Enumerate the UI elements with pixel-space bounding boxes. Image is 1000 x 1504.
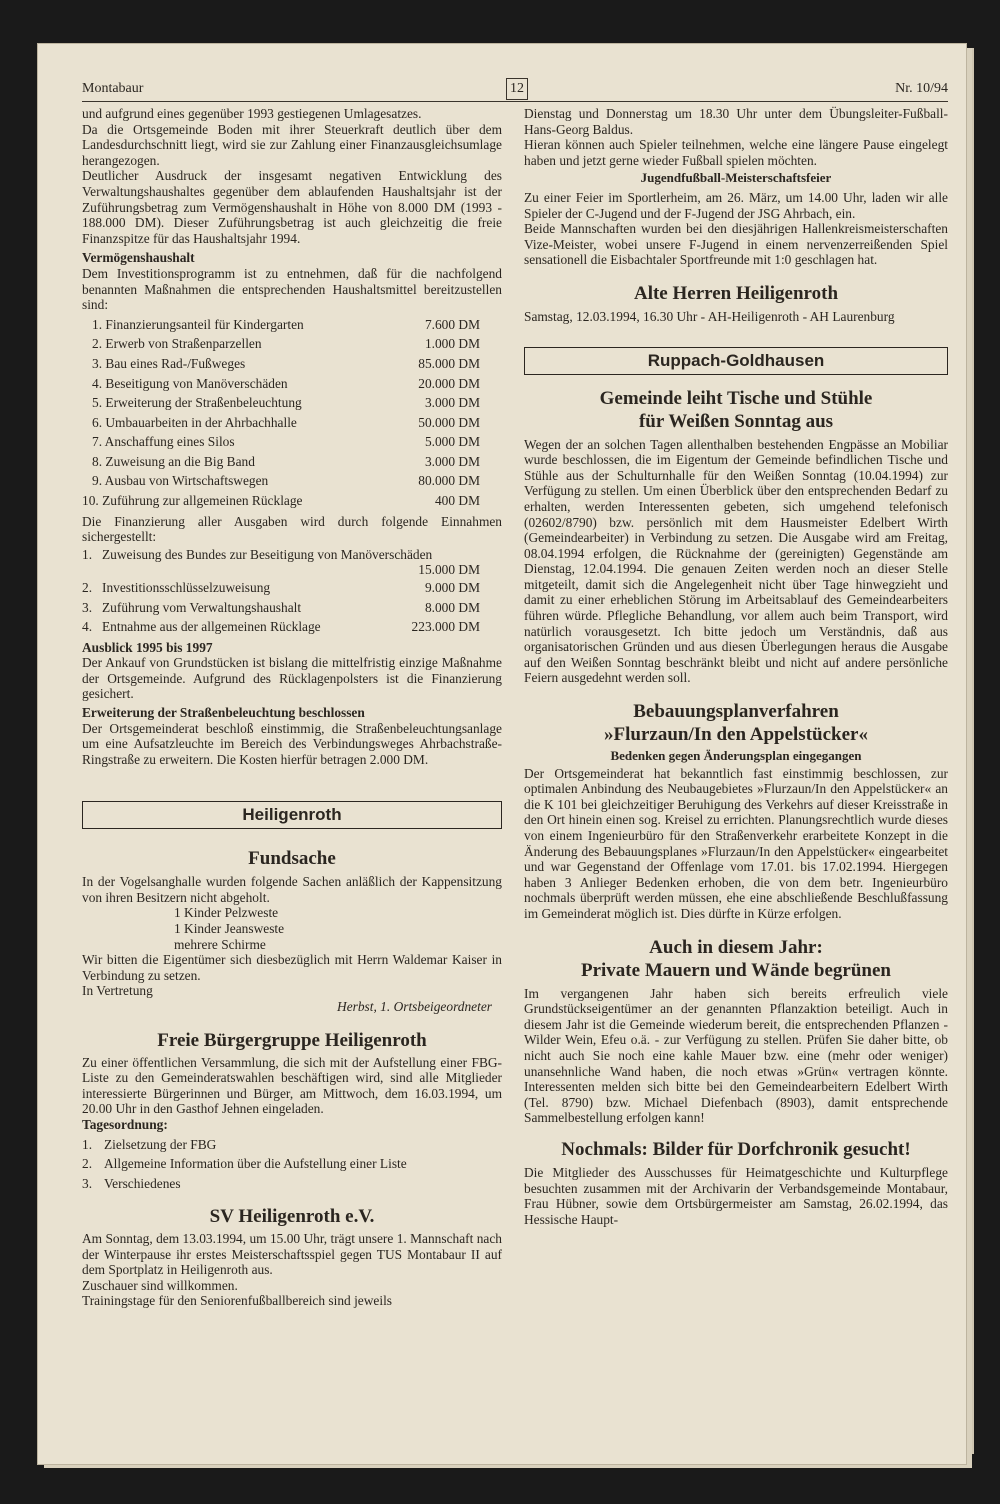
headline-tische: Gemeinde leiht Tische und Stühle	[599, 387, 873, 409]
list-item: 1. Finanzierungsanteil für Kindergarten 7.600 DM	[92, 316, 480, 332]
list-item-amount: 15.000 DM	[418, 562, 480, 578]
found-item: 1 Kinder Jeansweste	[174, 921, 285, 937]
list-item: 9. Ausbau von Wirtschaftswegen 80.000 DM	[92, 473, 480, 489]
paragraph: Die Mitglieder des Ausschusses für Heimatgeschichte und Kulturpflege besuchten zusammen mit der Archivarin der Verbandsgemeinde Montabaur, Frau Hübner, sowie dem Ortsbürgermeister am Samstag, 26.02.1994, das Hessische Haupt-	[524, 1164, 948, 1227]
headline-auch-in-diesem-jahr: Auch in diesem Jahr:	[649, 936, 823, 958]
list-item: 3. Bau eines Rad-/Fußweges 85.000 DM	[92, 355, 480, 371]
headline-sv-heiligenroth: SV Heiligenroth e.V.	[209, 1206, 375, 1228]
paragraph: Wegen der an solchen Tagen allenthalben bestehenden Engpässe an Mobiliar wurde beschlossen, die im Eigentum der Gemeinde befindlichen Tische und Stühle aus der Schulturnhalle für den Weißen Sonntag (10.04.1994) zur Verfügung zu stellen. Um einen Überblick über den entsprechenden Bedarf zu erhalten, werden Interessenten gebeten, sich umgehend telefonisch (02602/8790) bzw. persönlich mit dem Hausmeister Edelbert Wirth (Gemeindearbeiter) in Verbindung zu setzen. Die Ausgabe wird am Freitag, 08.04.1994 erfolgen, die Rücknahme der (gereinigten) Gegenstände am Dienstag, 12.04.1994. Die genauen Zeiten werden noch an dieser Stelle mitgeteilt, damit sich die Angelegenheit nicht über Tage hinwegzieht und damit zu einer erheblichen Störung im Arbeitsablauf des Gemeindearbeiters führen würde. Pflegliche Behandlung, vor allem auch beim Transport, wird natürlich vorausgesetzt. Ich bitte jedoch um Verständnis, daß aus organisatorischen Gründen und aus diesen Überlegungen heraus die Ausgabe auf den Weißen Sonntag beschränkt bleibt und nicht auf andere persönliche Feiern ausgedehnt werden soll.	[524, 436, 948, 686]
headline-fbg: Freie Bürgergruppe Heiligenroth	[157, 1029, 427, 1051]
paragraph: Wir bitten die Eigentümer sich diesbezüglich mit Herrn Waldemar Kaiser in Verbindung zu setzen.	[82, 952, 502, 983]
list-item: 8. Zuweisung an die Big Band 3.000 DM	[92, 453, 480, 469]
agenda-list	[82, 1135, 502, 1194]
list-item: 3. Verschiedenes	[82, 1175, 181, 1191]
header-rule	[82, 101, 948, 102]
list-item: 2. Allgemeine Information über die Aufstellung einer Liste	[82, 1156, 407, 1172]
paragraph: Da die Ortsgemeinde Boden mit ihrer Steuerkraft deutlich über dem Landesdurchschnitt liegt, wird sie zur Zahlung einer Finanzausgleichsumlage herangezogen.	[82, 121, 502, 168]
subheading-ausblick: Ausblick 1995 bis 1997	[82, 639, 213, 655]
subheading-bedenken: Bedenken gegen Änderungsplan eingegangen	[610, 748, 862, 764]
found-item: mehrere Schirme	[174, 936, 266, 952]
header-page-number: 12	[506, 78, 528, 100]
headline-bebauungsplan: Bebauungsplanverfahren	[633, 701, 839, 723]
paragraph: Zu einer Feier im Sportlerheim, am 26. März, um 14.00 Uhr, laden wir alle Spieler der C-Jugend und der F-Jugend der JSG Ahrbach, ein.	[524, 189, 948, 221]
headline-alte-herren: Alte Herren Heiligenroth	[633, 282, 839, 304]
headline-mauern-begruenen: Private Mauern und Wände begrünen	[580, 959, 891, 981]
headline-tische-line2: für Weißen Sonntag aus	[638, 410, 834, 432]
subheading-vermoegenshaushalt: Vermögenshaushalt	[82, 250, 195, 266]
headline-dorfchronik: Nochmals: Bilder für Dorfchronik gesucht!	[561, 1138, 911, 1160]
list-item: 4. Entnahme aus der allgemeinen Rücklage 223.000 DM	[82, 619, 480, 635]
page-header	[82, 78, 948, 102]
list-item: 2. Investitionsschlüsselzuweisung 9.000 DM	[82, 580, 480, 596]
measures-list	[82, 315, 502, 511]
left-column	[82, 106, 502, 1309]
list-item: 2. Erwerb von Straßenparzellen 1.000 DM	[92, 336, 480, 352]
list-item: 5. Erweiterung der Straßenbeleuchtung 3.000 DM	[92, 395, 480, 411]
headline-fundsache: Fundsache	[248, 848, 336, 870]
page-edge	[966, 48, 974, 1454]
paragraph: Zu einer öffentlichen Versammlung, die sich mit der Aufstellung einer FBG-Liste zu den Gemeinderatswahlen beschäftigen wird, sind alle Mitglieder interessierte Bürgerinnen und Bürger, am Mittwoch, dem 16.03.1994, um 20.00 Uhr in den Gasthof Jehnen eingeladen.	[82, 1054, 502, 1117]
paragraph: Im vergangenen Jahr haben sich bereits erfreulich viele Grundstückseigentümer an der genannten Pflanzaktion beteiligt. Auch in diesem Jahr ist die Gemeinde wiederum bereit, die entsprechenden Pflanzen - Wilder Wein, Efeu o.ä. - zur Verfügung zu stellen. Prüfen Sie daher bitte, ob nicht auch Sie noch eine kahle Mauer bzw. eine (mehr oder weniger) unansehnliche Wand haben, die noch etwas »Grün« vertragen könnte. Interessenten melden sich bitte bei den Gemeindearbeitern Edelbert Wirth (Tel. 8790) bzw. Michael Diefenbach (8903), damit entsprechende Sammelbestellung erfolgen kann!	[524, 985, 948, 1126]
list-item: 1. Zielsetzung der FBG	[82, 1136, 217, 1152]
paragraph: Trainingstage für den Seniorenfußballbereich sind jeweils	[82, 1293, 393, 1309]
signature: Herbst, 1. Ortsbeigeordneter	[337, 999, 492, 1015]
list-item: 6. Umbauarbeiten in der Ahrbachhalle 50.000 DM	[92, 414, 480, 430]
paragraph: Der Ortsgemeinderat hat bekanntlich fast einstimmig beschlossen, zur optimalen Anbindung des Neubaugebietes »Flurzaun/In den Appelstücker« an die K 101 bei gleichzeitiger Beruhigung des Verkehrs auf dieser Kreisstraße in den Ort hinein einen sog. Kreisel zu errichten. Planungsrechtlich wurde dieses von einem Ingenieurbüro für den Straßenverkehr erarbeitete Konzept in die Änderung des Bebauungsplanes »Flurzaun/In den Appelstücker« eingearbeitet und war Gegenstand der Offenlage vom 17.01. bis 17.02.1994. Hiergegen haben 3 Anlieger Bedenken erhoben, die von dem betr. Ingenieurbüro nochmals überprüft werden müssen, ehe eine abschließende Beschlußfassung im Gemeinderat möglich ist. Dies dürfte in Kürze erfolgen.	[524, 765, 948, 921]
list-item: 10. Zuführung zur allgemeinen Rücklage 400 DM	[82, 493, 480, 509]
paragraph: Zuschauer sind willkommen.	[82, 1277, 238, 1293]
found-item: 1 Kinder Pelzweste	[174, 905, 279, 921]
paragraph: Beide Mannschaften wurden bei den diesjährigen Hallenkreismeisterschaften Vize-Meister, wobei unsere F-Jugend in einem nervenzerreißenden Spiel sensationell die Eisbachtaler Sportfreunde mit 1:0 geschlagen hat.	[524, 221, 948, 268]
paragraph: In Vertretung	[82, 983, 153, 999]
paragraph: Dienstag und Donnerstag um 18.30 Uhr unter dem Übungsleiter-Fußball-Hans-Georg Baldus.	[524, 106, 948, 137]
paragraph: Deutlicher Ausdruck der insgesamt negativen Entwicklung des Verwaltungshaushaltes gegenüber dem ablaufenden Haushaltsjahr ist der Zuführungsbetrag zum Vermögenshaushalt in Höhe von 8.000 DM (1993 - 188.000 DM). Dieser Zuführungsbetrag ist auch gleichzeitig die freie Finanzspitze für das Haushaltsjahr 1994.	[82, 168, 502, 246]
list-item: 7. Anschaffung eines Silos 5.000 DM	[92, 434, 480, 450]
paragraph: Am Sonntag, dem 13.03.1994, um 15.00 Uhr, trägt unsere 1. Mannschaft nach der Winterpause ihr erstes Meisterschaftsspiel gegen TUS Montabaur II auf dem Sportplatz in Heiligenroth aus.	[82, 1231, 502, 1278]
subheading-jugendfussball: Jugendfußball-Meisterschaftsfeier	[640, 170, 832, 186]
funding-list	[82, 547, 502, 637]
paragraph: Samstag, 12.03.1994, 16.30 Uhr - AH-Heiligenroth - AH Laurenburg	[524, 308, 895, 324]
paragraph: In der Vogelsanghalle wurden folgende Sachen anläßlich der Kappensitzung von ihren Besitzern nicht abgeholt.	[82, 874, 502, 905]
paragraph: Die Finanzierung aller Ausgaben wird durch folgende Einnahmen sichergestellt:	[82, 513, 502, 545]
header-issue: Nr. 10/94	[895, 81, 948, 96]
section-box-heiligenroth: Heiligenroth	[82, 801, 502, 829]
section-box-ruppach-goldhausen: Ruppach-Goldhausen	[524, 347, 948, 375]
paragraph: Hieran können auch Spieler teilnehmen, welche eine längere Pause eingelegt haben und jetzt gerne wieder Fußball spielen möchten.	[524, 137, 948, 168]
newspaper-page	[38, 44, 966, 1464]
paragraph: Dem Investitionsprogramm ist zu entnehmen, daß für die nachfolgend benannten Maßnahmen die entsprechenden Haushaltsmittel bereitzustellen sind:	[82, 265, 502, 313]
header-town: Montabaur	[82, 81, 144, 96]
list-item: 4. Beseitigung von Manöverschäden 20.000 DM	[92, 375, 480, 391]
list-item: 3. Zuführung vom Verwaltungshaushalt 8.000 DM	[82, 599, 480, 615]
paragraph: Der Ortsgemeinderat beschloß einstimmig, die Straßenbeleuchtungsanlage um eine Aufsatzleuchte im Bereich des Verbindungsweges Ahrbachstraße-Ringstraße zu erweitern. Die Kosten hierfür betragen 2.000 DM.	[82, 720, 502, 767]
paragraph: und aufgrund eines gegenüber 1993 gestiegenen Umlagesatzes.	[82, 106, 422, 121]
subheading-strassenbeleuchtung: Erweiterung der Straßenbeleuchtung beschlossen	[82, 704, 365, 720]
paragraph: Der Ankauf von Grundstücken ist bislang die mittelfristig einzige Maßnahme der Ortsgemeinde. Aufgrund des Rücklagenpolsters ist die Finanzierung gesichert.	[82, 655, 502, 702]
right-column	[524, 106, 948, 1227]
subheading-tagesordnung: Tagesordnung:	[82, 1117, 168, 1132]
headline-bebauungsplan-line2: »Flurzaun/In den Appelstücker«	[604, 724, 868, 746]
list-item: 1. Zuweisung des Bundes zur Beseitigung von Manöverschäden	[82, 546, 433, 562]
